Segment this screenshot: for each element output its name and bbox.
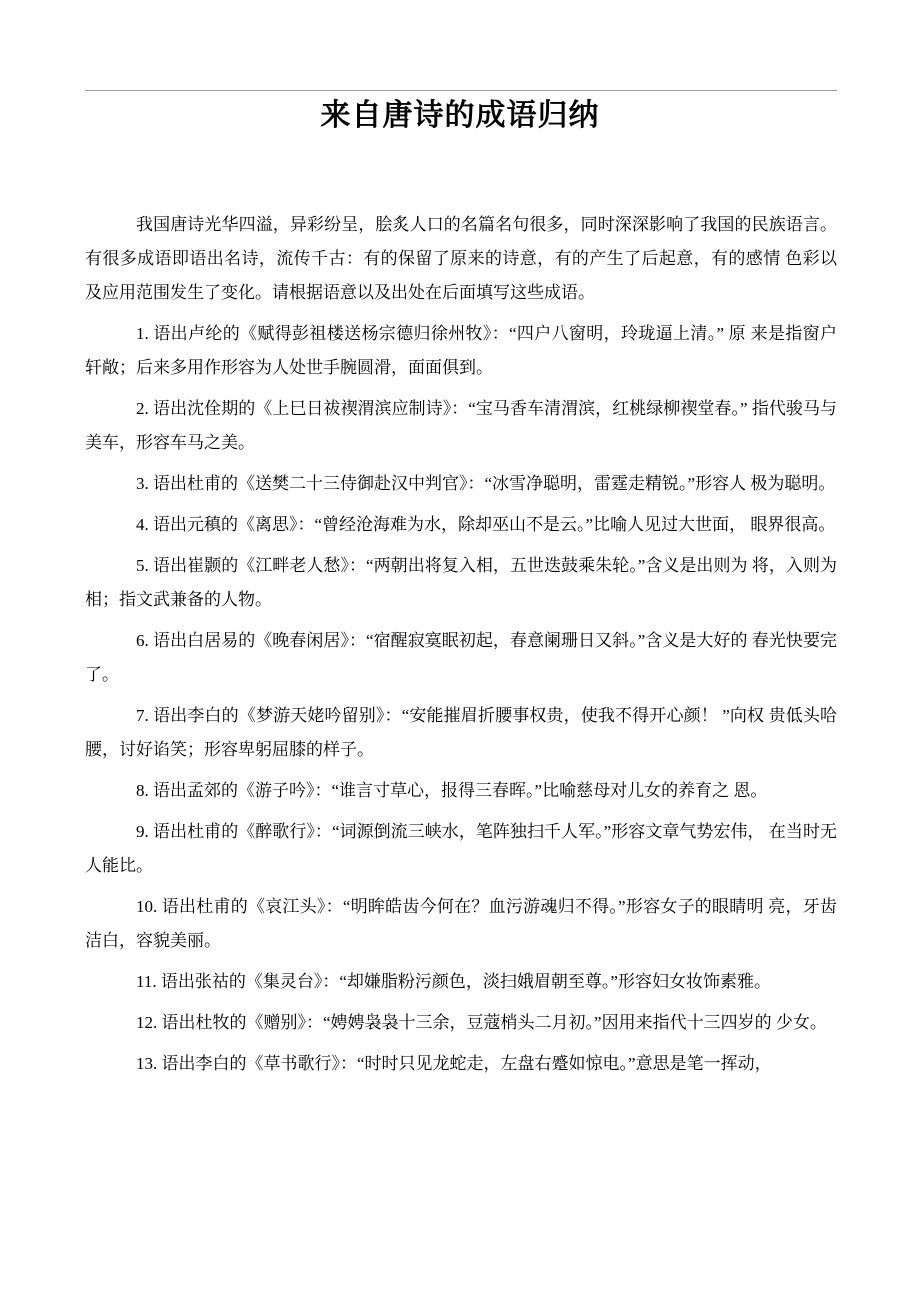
document-body	[85, 208, 837, 1088]
list-item-9: 9. 语出杜甫的《醉歌行》：“词源倒流三峡水，笔阵独扫千人军。”形容文章气势宏伟， 在当时无人能比。	[85, 822, 837, 875]
page-title: 来自唐诗的成语归纳	[320, 99, 600, 132]
list-item-12: 12. 语出杜牧的《赠别》：“娉娉袅袅十三余，豆蔻梢头二月初。”因用来指代十三四岁的 少女。	[136, 1013, 827, 1032]
list-item-10: 10. 语出杜甫的《哀江头》：“明眸皓齿今何在？血污游魂归不得。”形容女子的眼睛明 亮，牙齿洁白，容貌美丽。	[85, 897, 837, 950]
list-item-13: 13. 语出李白的《草书歌行》：“时时只见龙蛇走，左盘右蹙如惊电。”意思是笔一挥动，	[136, 1054, 772, 1073]
list-item-6: 6. 语出白居易的《晚春闲居》：“宿醒寂寞眠初起，春意阑珊日又斜。”含义是大好的 春光快要完了。	[85, 631, 837, 684]
list-item-11: 11. 语出张祜的《集灵台》：“却嫌脂粉污颜色，淡扫娥眉朝至尊。”形容妇女妆饰素雅。	[136, 972, 771, 991]
list-item-8: 8. 语出孟郊的《游子吟》：“谁言寸草心，报得三春晖。”比喻慈母对儿女的养育之 恩。	[136, 781, 768, 800]
intro-paragraph: 我国唐诗光华四溢，异彩纷呈，脍炙人口的名篇名句很多，同时深深影响了我国的民族语言。有很多成语即语出名诗，流传千古：有的保留了原来的诗意，有的产生了后起意，有的感情 色彩以及应用范围发生了变化。请根据语意以及出处在后面填写这些成语。	[85, 215, 837, 302]
list-item-4: 4. 语出元稹的《离思》：“曾经沧海难为水，除却巫山不是云。”比喻人见过大世面， 眼界很高。	[136, 515, 836, 534]
list-item-2: 2. 语出沈佺期的《上巳日祓禊渭滨应制诗》：“宝马香车清渭滨，红桃绿柳禊堂春。” 指代骏马与美车，形容车马之美。	[85, 399, 837, 452]
list-item-5: 5. 语出崔颢的《江畔老人愁》：“两朝出将复入相，五世迭鼓乘朱轮。”含义是出则为 将，入则为相；指文武兼备的人物。	[85, 556, 837, 609]
list-item-7: 7. 语出李白的《梦游天姥吟留别》：“安能摧眉折腰事权贵，使我不得开心颜！ ”向权 贵低头哈腰，讨好谄笑；形容卑躬屈膝的样子。	[85, 706, 837, 759]
list-item-1: 1. 语出卢纶的《赋得彭祖楼送杨宗德归徐州牧》：“四户八窗明，玲珑逼上清。” 原 来是指窗户轩敞；后来多用作形容为人处世手腕圆滑，面面俱到。	[85, 324, 837, 377]
list-item-3: 3. 语出杜甫的《送樊二十三侍御赴汉中判官》：“冰雪净聪明，雷霆走精锐。”形容人 极为聪明。	[136, 474, 836, 493]
